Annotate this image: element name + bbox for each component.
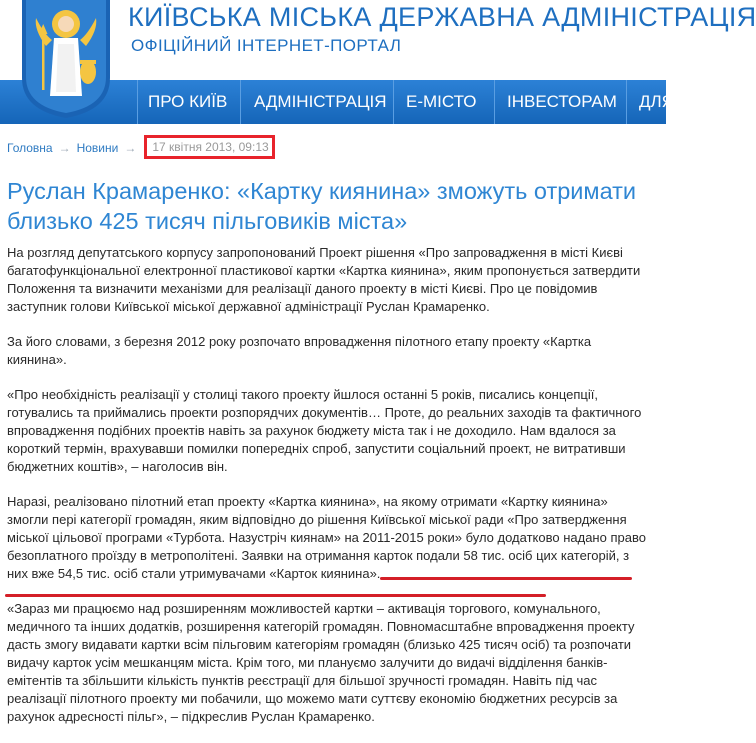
article-paragraph: За його словами, з березня 2012 року розпочато впровадження пілотного етапу проекту «Картка киянина». <box>7 334 592 367</box>
arrow-right-icon: → <box>58 141 71 155</box>
article-paragraph: На розгляд депутатського корпусу запропонований Проект рішення «Про запровадження в місті Києві багатофункціональної електронної пластикової картки «Картка киянина», яким пропонується затвердити Положення та визначити механізми для реалізації даного проекту в місті Києві. Про це повідомив заступник голови Київської міської державної адміністрації Руслан Крамаренко. <box>7 245 641 314</box>
nav-separator <box>240 80 241 124</box>
nav-separator <box>494 80 495 124</box>
highlight-underline <box>380 577 632 580</box>
nav-item-for[interactable]: ДЛЯ <box>639 92 674 111</box>
site-header <box>0 0 756 80</box>
nav-item-investors[interactable]: ІНВЕСТОРАМ <box>507 92 617 111</box>
article-paragraph: «Про необхідність реалізації у столиці такого проекту йшлося останні 5 років, писались концепції, готувались та приймались проекти розпорядчих документів… Проте, до реальних заходів та фактичного впровадження подібних проектів навіть за рахунок бюджету міста так і не доходило. Нам вдалося за короткий термін, врахувавши помилки попередніх спроб, запустити соціальний проект, не витративши бюджетних коштів», – наголосив він. <box>7 387 642 474</box>
kyiv-coat-of-arms-icon[interactable] <box>22 0 110 118</box>
breadcrumb <box>7 136 275 160</box>
article-title: Руслан Крамаренко: «Картку киянина» зможуть отримати близько 425 тисяч пільговиків міста» <box>7 178 637 234</box>
nav-item-about-kyiv[interactable]: ПРО КИЇВ <box>148 92 228 111</box>
nav-item-administration[interactable]: АДМІНІСТРАЦІЯ <box>254 92 387 111</box>
publish-date: 17 квітня 2013, 09:13 <box>144 135 274 159</box>
nav-separator <box>626 80 627 124</box>
breadcrumb-news-link[interactable]: Новини <box>76 141 119 155</box>
nav-separator <box>393 80 394 124</box>
nav-item-e-city[interactable]: Е-МІСТО <box>406 92 477 111</box>
article-body <box>7 244 652 743</box>
article-paragraph: «Зараз ми працюємо над розширенням можливостей картки – активація торгового, комунального, медичного та інших додатків, розширення категорій громадян. Повномасштабне впровадження проекту дасть змогу видавати картки всім пільговим категоріям громадян (близько 425 тисяч осіб) та розпочати видачу карток усім мешканцям міста. Крім того, ми плануємо залучити до видачі відділення банків-емітентів та збільшити кількість пунктів реєстрації для більшої зручності громадян. Навіть під час реалізації пілотного проекту ми побачили, що можемо мати суттєву економію бюджетних ресурсів за рахунок адресності пільг», – підкреслив Руслан Крамаренко. <box>7 601 635 724</box>
article-paragraph: Наразі, реалізовано пілотний етап проекту «Картка киянина», на якому отримати «Картку киянина» змогли пері категорії громадян, яким відповідно до рішення Київської міської ради «Про затвердження міської цільової програми «Турбота. Назустріч киянам» на 2011-2015 роки» було додатково надано право безоплатного проїзду в метрополітені. Заявки на отримання карток подали 58 тис. осіб цих категорій, з них вже 54,5 тис. осіб стали утримувачами «Карток киянина». <box>7 494 646 581</box>
breadcrumb-home-link[interactable]: Головна <box>7 141 53 155</box>
site-title[interactable]: КИЇВСЬКА МІСЬКА ДЕРЖАВНА АДМІНІСТРАЦІЯ <box>128 2 756 32</box>
highlight-underline <box>5 594 546 597</box>
site-subtitle: ОФІЦІЙНИЙ ІНТЕРНЕТ-ПОРТАЛ <box>131 36 402 55</box>
arrow-right-icon: → <box>124 141 137 155</box>
